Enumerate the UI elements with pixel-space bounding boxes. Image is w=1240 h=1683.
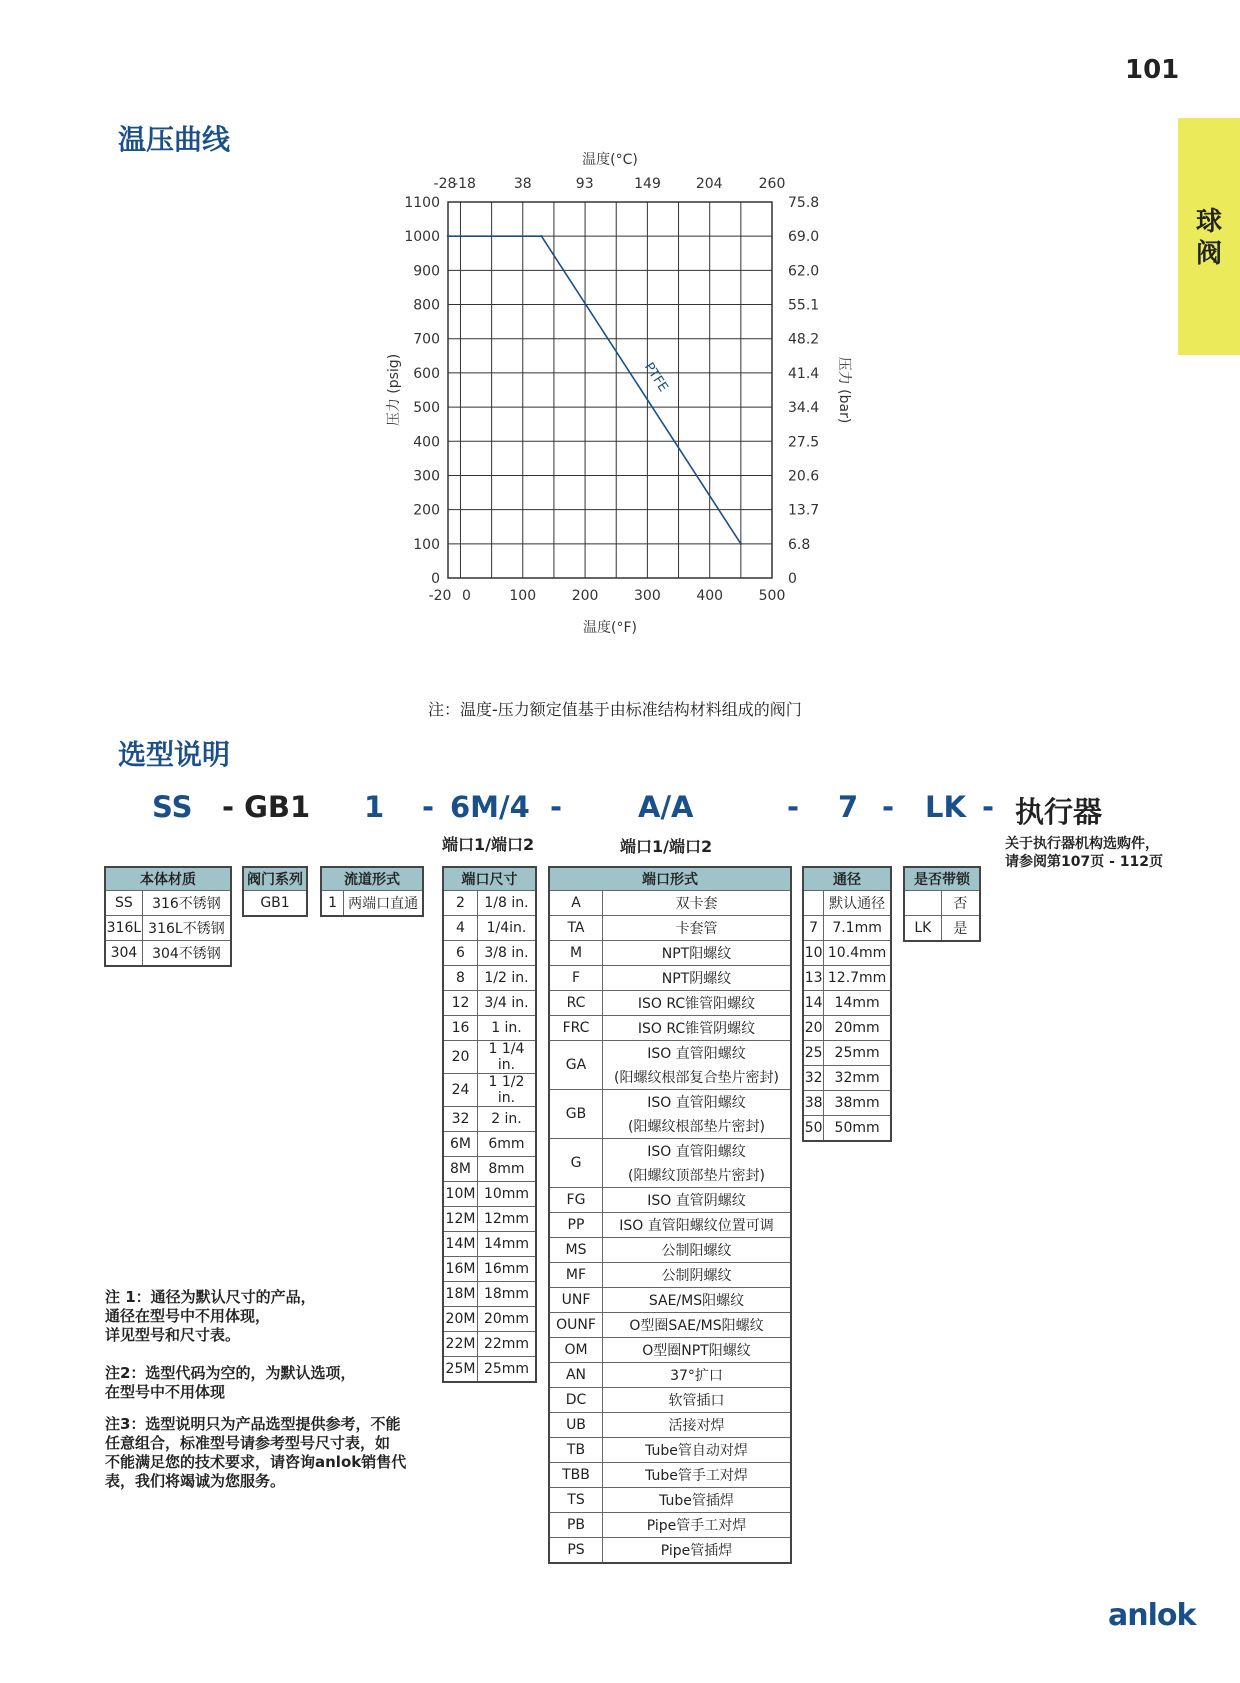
value-cell: (阳螺纹顶部垫片密封) <box>603 1163 792 1188</box>
value-cell: ISO 直管阳螺纹 <box>603 1090 792 1115</box>
note-line: 在型号中不用体现 <box>105 1383 226 1401</box>
table-row <box>803 1091 891 1116</box>
value-cell: 是 <box>941 916 980 942</box>
table-row <box>443 1107 536 1132</box>
table-row <box>803 1116 891 1142</box>
top-tick-label: -28 <box>433 176 457 192</box>
value-cell: 10.4mm <box>824 941 891 966</box>
code-flow: 1 <box>364 790 385 824</box>
table-row <box>549 1188 791 1213</box>
code-dash-4: - <box>882 790 895 824</box>
code-cell: 18M <box>443 1282 477 1307</box>
code-cell: GB <box>549 1090 603 1139</box>
y-tick-label: 100 <box>413 536 440 553</box>
table-row <box>803 916 891 941</box>
value-cell: 18mm <box>477 1282 536 1307</box>
value-cell: O型圈NPT阳螺纹 <box>603 1338 792 1363</box>
y-axis-label: 压力 (psig) <box>386 353 402 427</box>
table-row <box>443 1157 536 1182</box>
note-line: 详见型号和尺寸表。 <box>105 1326 241 1344</box>
value-cell: (阳螺纹根部垫片密封) <box>603 1114 792 1139</box>
code-cell: 13 <box>803 966 824 991</box>
side-tab-label: 球阀 <box>1195 207 1222 269</box>
x-tick-label: 0 <box>462 588 471 604</box>
code-dash-2: - <box>550 790 563 824</box>
code-actuator: 执行器 <box>1015 795 1103 829</box>
top-tick-label: 204 <box>695 176 723 192</box>
value-cell: Tube管手工对焊 <box>603 1463 792 1488</box>
y-tick-label: 600 <box>413 365 440 382</box>
pressure-temperature-chart <box>370 150 930 670</box>
value-cell: 12mm <box>477 1207 536 1232</box>
section-title-selection: 选型说明 <box>118 738 231 771</box>
code-cell: 12M <box>443 1207 477 1232</box>
table-row <box>549 1238 791 1263</box>
code-cell: UB <box>549 1413 603 1438</box>
table-row <box>803 941 891 966</box>
anlok-logo: anlok <box>1108 1598 1196 1633</box>
table-row <box>443 1307 536 1332</box>
code-cell: 20M <box>443 1307 477 1332</box>
code-dash-1: - <box>422 790 435 824</box>
value-cell: 卡套管 <box>603 916 792 941</box>
right-axis-label: 压力 (bar) <box>836 356 852 424</box>
value-cell: 25mm <box>477 1357 536 1383</box>
value-cell: 316L不锈钢 <box>142 916 231 941</box>
code-cell: DC <box>549 1388 603 1413</box>
note-2 <box>105 1364 355 1402</box>
code-series: - GB1 <box>222 790 311 824</box>
value-cell: 25mm <box>824 1041 891 1066</box>
value-cell: 默认通径 <box>824 891 891 916</box>
table-header-row <box>443 867 536 891</box>
value-cell: Tube管自动对焊 <box>603 1438 792 1463</box>
code-cell: 304 <box>105 941 142 967</box>
port-label-form: 端口1/端口2 <box>620 837 713 856</box>
value-cell: ISO RC锥管阳螺纹 <box>603 991 792 1016</box>
series-point <box>540 235 542 237</box>
code-cell: 12 <box>443 991 477 1016</box>
table-row <box>549 891 791 916</box>
code-cell: G <box>549 1139 603 1188</box>
value-cell: 1/2 in. <box>477 966 536 991</box>
y-tick-label: 700 <box>413 331 440 348</box>
value-cell: 1 in. <box>477 1016 536 1041</box>
value-cell: 3/4 in. <box>477 991 536 1016</box>
table-row <box>443 1207 536 1232</box>
code-cell: AN <box>549 1363 603 1388</box>
table-header: 阀门系列 <box>243 867 307 891</box>
code-cell: 25M <box>443 1357 477 1383</box>
note-line: 不能满足您的技术要求，请咨询anlok销售代 <box>105 1453 407 1471</box>
right-tick-label: 27.5 <box>788 434 820 451</box>
y-tick-label: 800 <box>413 297 440 314</box>
code-cell: RC <box>549 991 603 1016</box>
right-tick-label: 69.0 <box>788 229 820 246</box>
side-tab <box>1178 118 1240 355</box>
value-cell: 两端口直通 <box>344 891 423 917</box>
x-tick-label: 300 <box>634 588 661 604</box>
code-cell: 16 <box>443 1016 477 1041</box>
code-cell: A <box>549 891 603 916</box>
table-row <box>904 891 980 916</box>
table-row <box>549 1513 791 1538</box>
table-row <box>443 1257 536 1282</box>
value-cell: 304不锈钢 <box>142 941 231 967</box>
code-cell: FG <box>549 1188 603 1213</box>
material-table <box>104 866 232 967</box>
table-row <box>549 1363 791 1388</box>
table-row <box>549 1463 791 1488</box>
table-row <box>443 941 536 966</box>
value-cell: 否 <box>941 891 980 916</box>
code-cell: TB <box>549 1438 603 1463</box>
series-table <box>242 866 308 917</box>
value-cell: 50mm <box>824 1116 891 1142</box>
value-cell: 20mm <box>824 1016 891 1041</box>
note-line: 通径在型号中不用体现， <box>105 1307 271 1325</box>
code-cell: PB <box>549 1513 603 1538</box>
right-tick-label: 0 <box>788 571 797 587</box>
value-cell: Pipe管手工对焊 <box>603 1513 792 1538</box>
port-form-table <box>548 866 792 1564</box>
code-material: SS <box>152 790 193 824</box>
table-row <box>549 1438 791 1463</box>
value-cell: 14mm <box>824 991 891 1016</box>
code-cell: 2 <box>443 891 477 916</box>
code-cell: OUNF <box>549 1313 603 1338</box>
value-cell: ISO 直管阴螺纹 <box>603 1188 792 1213</box>
value-cell: GB1 <box>243 891 307 917</box>
table-row <box>803 1066 891 1091</box>
actuator-note <box>1005 835 1163 871</box>
table-row <box>803 1016 891 1041</box>
note-3 <box>105 1415 406 1491</box>
code-cell: 14M <box>443 1232 477 1257</box>
x-tick-label: -20 <box>428 588 452 604</box>
table-row <box>443 1182 536 1207</box>
top-tick-label: 149 <box>634 176 661 192</box>
value-cell: NPT阳螺纹 <box>603 941 792 966</box>
value-cell: 软管插口 <box>603 1388 792 1413</box>
value-cell: 316不锈钢 <box>142 891 231 916</box>
table-row <box>443 966 536 991</box>
value-cell: 10mm <box>477 1182 536 1207</box>
table-row <box>105 891 231 916</box>
x-tick-label: 200 <box>571 588 599 604</box>
code-cell: 38 <box>803 1091 824 1116</box>
code-cell: OM <box>549 1338 603 1363</box>
table-row <box>549 1488 791 1513</box>
code-cell: 6 <box>443 941 477 966</box>
code-cell: MF <box>549 1263 603 1288</box>
x-tick-label: 400 <box>696 588 724 604</box>
table-row <box>443 1016 536 1041</box>
code-cell: F <box>549 966 603 991</box>
table-row <box>803 1041 891 1066</box>
value-cell: 7.1mm <box>824 916 891 941</box>
value-cell: (阳螺纹根部复合垫片密封) <box>603 1065 792 1090</box>
code-cell: 25 <box>803 1041 824 1066</box>
value-cell: Pipe管插焊 <box>603 1538 792 1564</box>
top-tick-label: 260 <box>758 176 786 192</box>
code-port-size: 6M/4 <box>450 790 530 824</box>
code-lock: LK <box>925 790 966 824</box>
code-cell: LK <box>904 916 941 942</box>
table-row <box>443 1074 536 1107</box>
table-row <box>549 1413 791 1438</box>
top-axis-label: 温度(°C) <box>582 152 638 168</box>
note-line: 任意组合，标准型号请参考型号尺寸表，如 <box>105 1434 391 1452</box>
table-row <box>549 1288 791 1313</box>
section-title-pt-curve: 温压曲线 <box>118 123 231 156</box>
y-tick-label: 300 <box>413 468 440 485</box>
right-tick-label: 75.8 <box>788 195 820 211</box>
right-tick-label: 13.7 <box>788 502 820 519</box>
x-tick-label: 100 <box>509 588 537 604</box>
table-row <box>549 1090 791 1115</box>
code-cell: 24 <box>443 1074 477 1107</box>
table-row <box>549 1016 791 1041</box>
value-cell: 1 1/4 in. <box>477 1041 536 1074</box>
table-row <box>549 1263 791 1288</box>
table-row <box>549 991 791 1016</box>
right-tick-label: 6.8 <box>788 536 811 553</box>
table-header-row <box>803 867 891 891</box>
table-row <box>549 941 791 966</box>
code-cell: 10 <box>803 941 824 966</box>
code-cell: 4 <box>443 916 477 941</box>
value-cell: 6mm <box>477 1132 536 1157</box>
right-tick-label: 55.1 <box>788 297 820 314</box>
code-bore: 7 <box>838 790 859 824</box>
table-row <box>803 891 891 916</box>
note-1 <box>105 1288 316 1345</box>
flow-table <box>320 866 424 917</box>
x-axis-label: 温度(°F) <box>583 620 637 636</box>
code-cell: 32 <box>803 1066 824 1091</box>
code-cell: MS <box>549 1238 603 1263</box>
value-cell: 2 in. <box>477 1107 536 1132</box>
code-cell: 20 <box>443 1041 477 1074</box>
value-cell: ISO 直管阳螺纹 <box>603 1139 792 1164</box>
table-row <box>443 1232 536 1257</box>
table-header-row <box>904 867 980 891</box>
table-row <box>549 1338 791 1363</box>
table-row <box>549 1041 791 1066</box>
code-dash-5: - <box>982 790 995 824</box>
right-tick-label: 34.4 <box>788 400 820 417</box>
y-tick-label: 1100 <box>404 195 440 211</box>
code-cell: 22M <box>443 1332 477 1357</box>
value-cell: ISO 直管阳螺纹位置可调 <box>603 1213 792 1238</box>
table-header: 通径 <box>803 867 891 891</box>
series-label: PTFE <box>640 360 671 395</box>
code-cell: 10M <box>443 1182 477 1207</box>
y-tick-label: 500 <box>413 400 440 417</box>
code-cell: 8 <box>443 966 477 991</box>
y-tick-label: 400 <box>413 434 440 451</box>
table-row <box>803 991 891 1016</box>
table-header: 端口形式 <box>549 867 791 891</box>
value-cell: ISO RC锥管阴螺纹 <box>603 1016 792 1041</box>
note-line: 注2：选型代码为空的，为默认选项， <box>105 1364 356 1382</box>
table-header: 流道形式 <box>321 867 423 891</box>
value-cell: 22mm <box>477 1332 536 1357</box>
table-row <box>549 1313 791 1338</box>
bore-table <box>802 866 892 1142</box>
code-cell: PP <box>549 1213 603 1238</box>
code-cell: 7 <box>803 916 824 941</box>
value-cell: 37°扩口 <box>603 1363 792 1388</box>
code-cell: 14 <box>803 991 824 1016</box>
table-row <box>549 966 791 991</box>
table-header-row <box>243 867 307 891</box>
series-point <box>740 543 742 545</box>
table-row <box>243 891 307 917</box>
code-cell: 50 <box>803 1116 824 1142</box>
code-cell: 8M <box>443 1157 477 1182</box>
port-label-size: 端口1/端口2 <box>442 835 535 854</box>
value-cell: 32mm <box>824 1066 891 1091</box>
table-row <box>904 916 980 942</box>
top-tick-label: -18 <box>453 176 476 192</box>
y-tick-label: 900 <box>413 263 440 280</box>
table-header: 端口尺寸 <box>443 867 536 891</box>
value-cell: SAE/MS阳螺纹 <box>603 1288 792 1313</box>
y-tick-label: 0 <box>431 571 440 587</box>
table-row <box>549 1139 791 1164</box>
value-cell: ISO 直管阳螺纹 <box>603 1041 792 1066</box>
value-cell: 38mm <box>824 1091 891 1116</box>
table-row <box>321 891 423 917</box>
right-tick-label: 62.0 <box>788 263 820 280</box>
table-row <box>105 916 231 941</box>
code-cell: 20 <box>803 1016 824 1041</box>
table-row <box>443 991 536 1016</box>
value-cell: 1/8 in. <box>477 891 536 916</box>
right-tick-label: 48.2 <box>788 331 820 348</box>
chart-note: 注：温度-压力额定值基于由标准结构材料组成的阀门 <box>428 700 802 719</box>
value-cell: 12.7mm <box>824 966 891 991</box>
top-tick-label: 38 <box>513 176 532 192</box>
table-row <box>549 1388 791 1413</box>
value-cell: 公制阴螺纹 <box>603 1263 792 1288</box>
table-row <box>443 1332 536 1357</box>
code-cell: 6M <box>443 1132 477 1157</box>
value-cell: 活接对焊 <box>603 1413 792 1438</box>
table-header-row <box>321 867 423 891</box>
value-cell: 16mm <box>477 1257 536 1282</box>
value-cell: 20mm <box>477 1307 536 1332</box>
value-cell: 8mm <box>477 1157 536 1182</box>
lock-table <box>903 866 981 942</box>
right-tick-label: 20.6 <box>788 468 820 485</box>
code-cell: UNF <box>549 1288 603 1313</box>
code-cell: 16M <box>443 1257 477 1282</box>
value-cell: Tube管插焊 <box>603 1488 792 1513</box>
code-cell: M <box>549 941 603 966</box>
x-tick-label: 500 <box>758 588 786 604</box>
plot-frame <box>448 202 772 578</box>
code-cell: TBB <box>549 1463 603 1488</box>
top-tick-label: 93 <box>575 176 594 192</box>
code-cell: TA <box>549 916 603 941</box>
port-size-table <box>442 866 537 1383</box>
note-line: 注3：选型说明只为产品选型提供参考，不能 <box>105 1415 401 1433</box>
right-tick-label: 41.4 <box>788 365 820 382</box>
code-cell <box>803 891 824 916</box>
table-row <box>803 966 891 991</box>
y-tick-label: 1000 <box>404 229 440 246</box>
table-header: 本体材质 <box>105 867 231 891</box>
value-cell: 公制阳螺纹 <box>603 1238 792 1263</box>
table-header: 是否带锁 <box>904 867 980 891</box>
table-row <box>549 916 791 941</box>
value-cell: O型圈SAE/MS阳螺纹 <box>603 1313 792 1338</box>
y-tick-label: 200 <box>413 502 440 519</box>
value-cell: NPT阴螺纹 <box>603 966 792 991</box>
actuator-note-line: 请参阅第107页 - 112页 <box>1005 854 1164 870</box>
code-cell: PS <box>549 1538 603 1564</box>
series-point <box>447 235 449 237</box>
code-dash-3: - <box>787 790 800 824</box>
table-row <box>443 891 536 916</box>
note-line: 注 1：通径为默认尺寸的产品， <box>105 1288 316 1306</box>
code-cell: 32 <box>443 1107 477 1132</box>
table-row <box>443 916 536 941</box>
value-cell: 1 1/2 in. <box>477 1074 536 1107</box>
value-cell: 双卡套 <box>603 891 792 916</box>
note-line: 表，我们将竭诚为您服务。 <box>105 1472 286 1490</box>
code-cell: 316L <box>105 916 142 941</box>
value-cell: 1/4in. <box>477 916 536 941</box>
table-row <box>105 941 231 967</box>
value-cell: 3/8 in. <box>477 941 536 966</box>
page-number: 101 <box>1125 55 1180 85</box>
code-cell: TS <box>549 1488 603 1513</box>
code-cell <box>904 891 941 916</box>
table-row <box>549 1538 791 1564</box>
code-cell: GA <box>549 1041 603 1090</box>
value-cell: 14mm <box>477 1232 536 1257</box>
table-row <box>443 1282 536 1307</box>
table-header-row <box>549 867 791 891</box>
code-cell: FRC <box>549 1016 603 1041</box>
table-row <box>549 1213 791 1238</box>
table-header-row <box>105 867 231 891</box>
table-row <box>443 1041 536 1074</box>
table-row <box>443 1132 536 1157</box>
code-port-form: A/A <box>638 790 694 824</box>
code-cell: 1 <box>321 891 344 917</box>
actuator-note-line: 关于执行器机构选购件， <box>1005 836 1159 852</box>
code-cell: SS <box>105 891 142 916</box>
table-row <box>443 1357 536 1383</box>
